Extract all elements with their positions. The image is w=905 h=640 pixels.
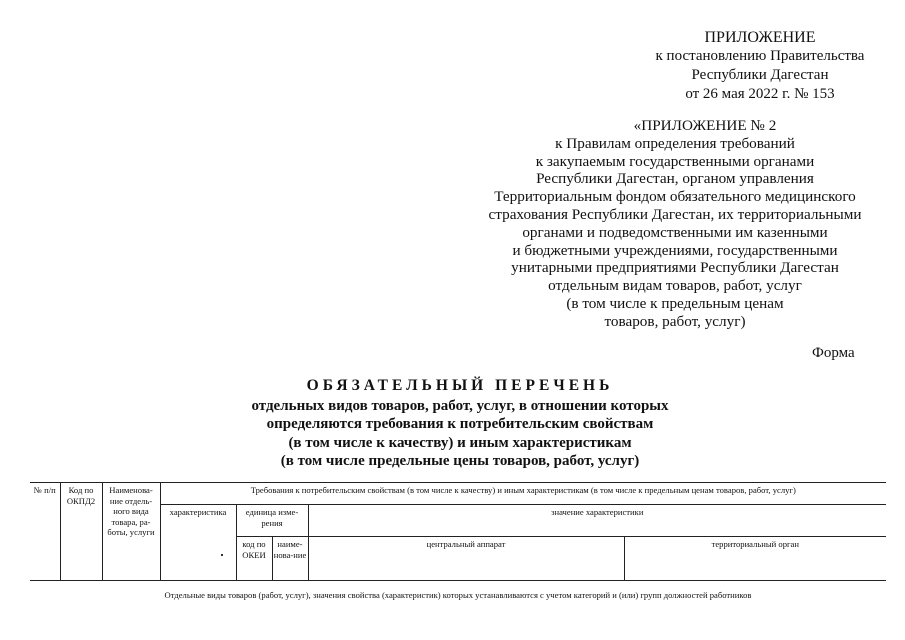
appendix-2-line: товаров, работ, услуг): [604, 312, 746, 330]
central-apparatus-header: центральный аппарат: [308, 537, 624, 581]
appendix-2-line: к Правилам определения требований: [555, 134, 795, 152]
title-line: (в том числе к качеству) и иным характеристикам: [288, 434, 632, 451]
appendix-2-line: страхования Республики Дагестан, их территориальными: [488, 205, 862, 223]
title-line: отдельных видов товаров, работ, услуг, в отношении которых: [251, 397, 669, 414]
appendix-header: [640, 28, 880, 104]
appendix-2-line: и бюджетными учреждениями, государственными: [512, 241, 838, 259]
appendix-2-line: органами и подведомственными им казенными: [522, 223, 828, 241]
scan-mark: [221, 554, 223, 556]
unit-code-header: код по ОКЕИ: [236, 537, 272, 581]
appendix-2-line: унитарными предприятиями Республики Дагестан: [511, 259, 839, 277]
appendix-2-line: (в том числе к предельным ценам: [566, 294, 784, 312]
form-label: Форма: [812, 345, 855, 361]
appendix-2-line: отдельным видам товаров, работ, услуг: [548, 277, 802, 295]
appendix-2-line: Республики Дагестан, органом управления: [536, 170, 814, 188]
appendix-line: к постановлению Правительства: [655, 48, 865, 64]
characteristic-header: характеристика: [160, 505, 236, 581]
value-header: значение характеристики: [308, 505, 886, 537]
table-section-caption: Отдельные виды товаров (работ, услуг), значения свойства (характеристик) которых устанавливаются с учетом категорий и (или) групп должностей работников: [164, 590, 752, 600]
appendix-line: Республики Дагестан: [691, 67, 829, 83]
territorial-body-header: территориальный орган: [624, 537, 886, 581]
title-main: ОБЯЗАТЕЛЬНЫЙ ПЕРЕЧЕНЬ: [306, 377, 614, 394]
col-number-header: № п/п: [30, 483, 60, 581]
requirements-table: [30, 482, 886, 581]
unit-name-header: наиме-нова-ние: [272, 537, 308, 581]
appendix-2-line: Территориальным фондом обязательного медицинского: [494, 188, 856, 206]
title-line: определяются требования к потребительским свойствам: [266, 416, 654, 432]
unit-header: единица изме-рения: [236, 505, 308, 537]
appendix-heading: ПРИЛОЖЕНИЕ: [704, 29, 816, 46]
appendix-2-heading: «ПРИЛОЖЕНИЕ № 2: [633, 117, 777, 134]
col-name-header: Наименова-ние отдель-ного вида товара, ра-боты, услуги: [102, 483, 160, 581]
col-okpd-header: Код по ОКПД2: [60, 483, 102, 581]
requirements-header: Требования к потребительским свойствам (в том числе к качеству) и иным характеристикам (в том числе к предельным ценам товаров, работ, услуг): [160, 483, 886, 505]
document-title: [200, 377, 720, 471]
appendix-2-line: к закупаемым государственными органами: [535, 152, 815, 170]
appendix-line: от 26 мая 2022 г. № 153: [685, 86, 835, 102]
title-line: (в том числе предельные цены товаров, работ, услуг): [280, 453, 640, 469]
appendix-2-header: [470, 117, 880, 331]
